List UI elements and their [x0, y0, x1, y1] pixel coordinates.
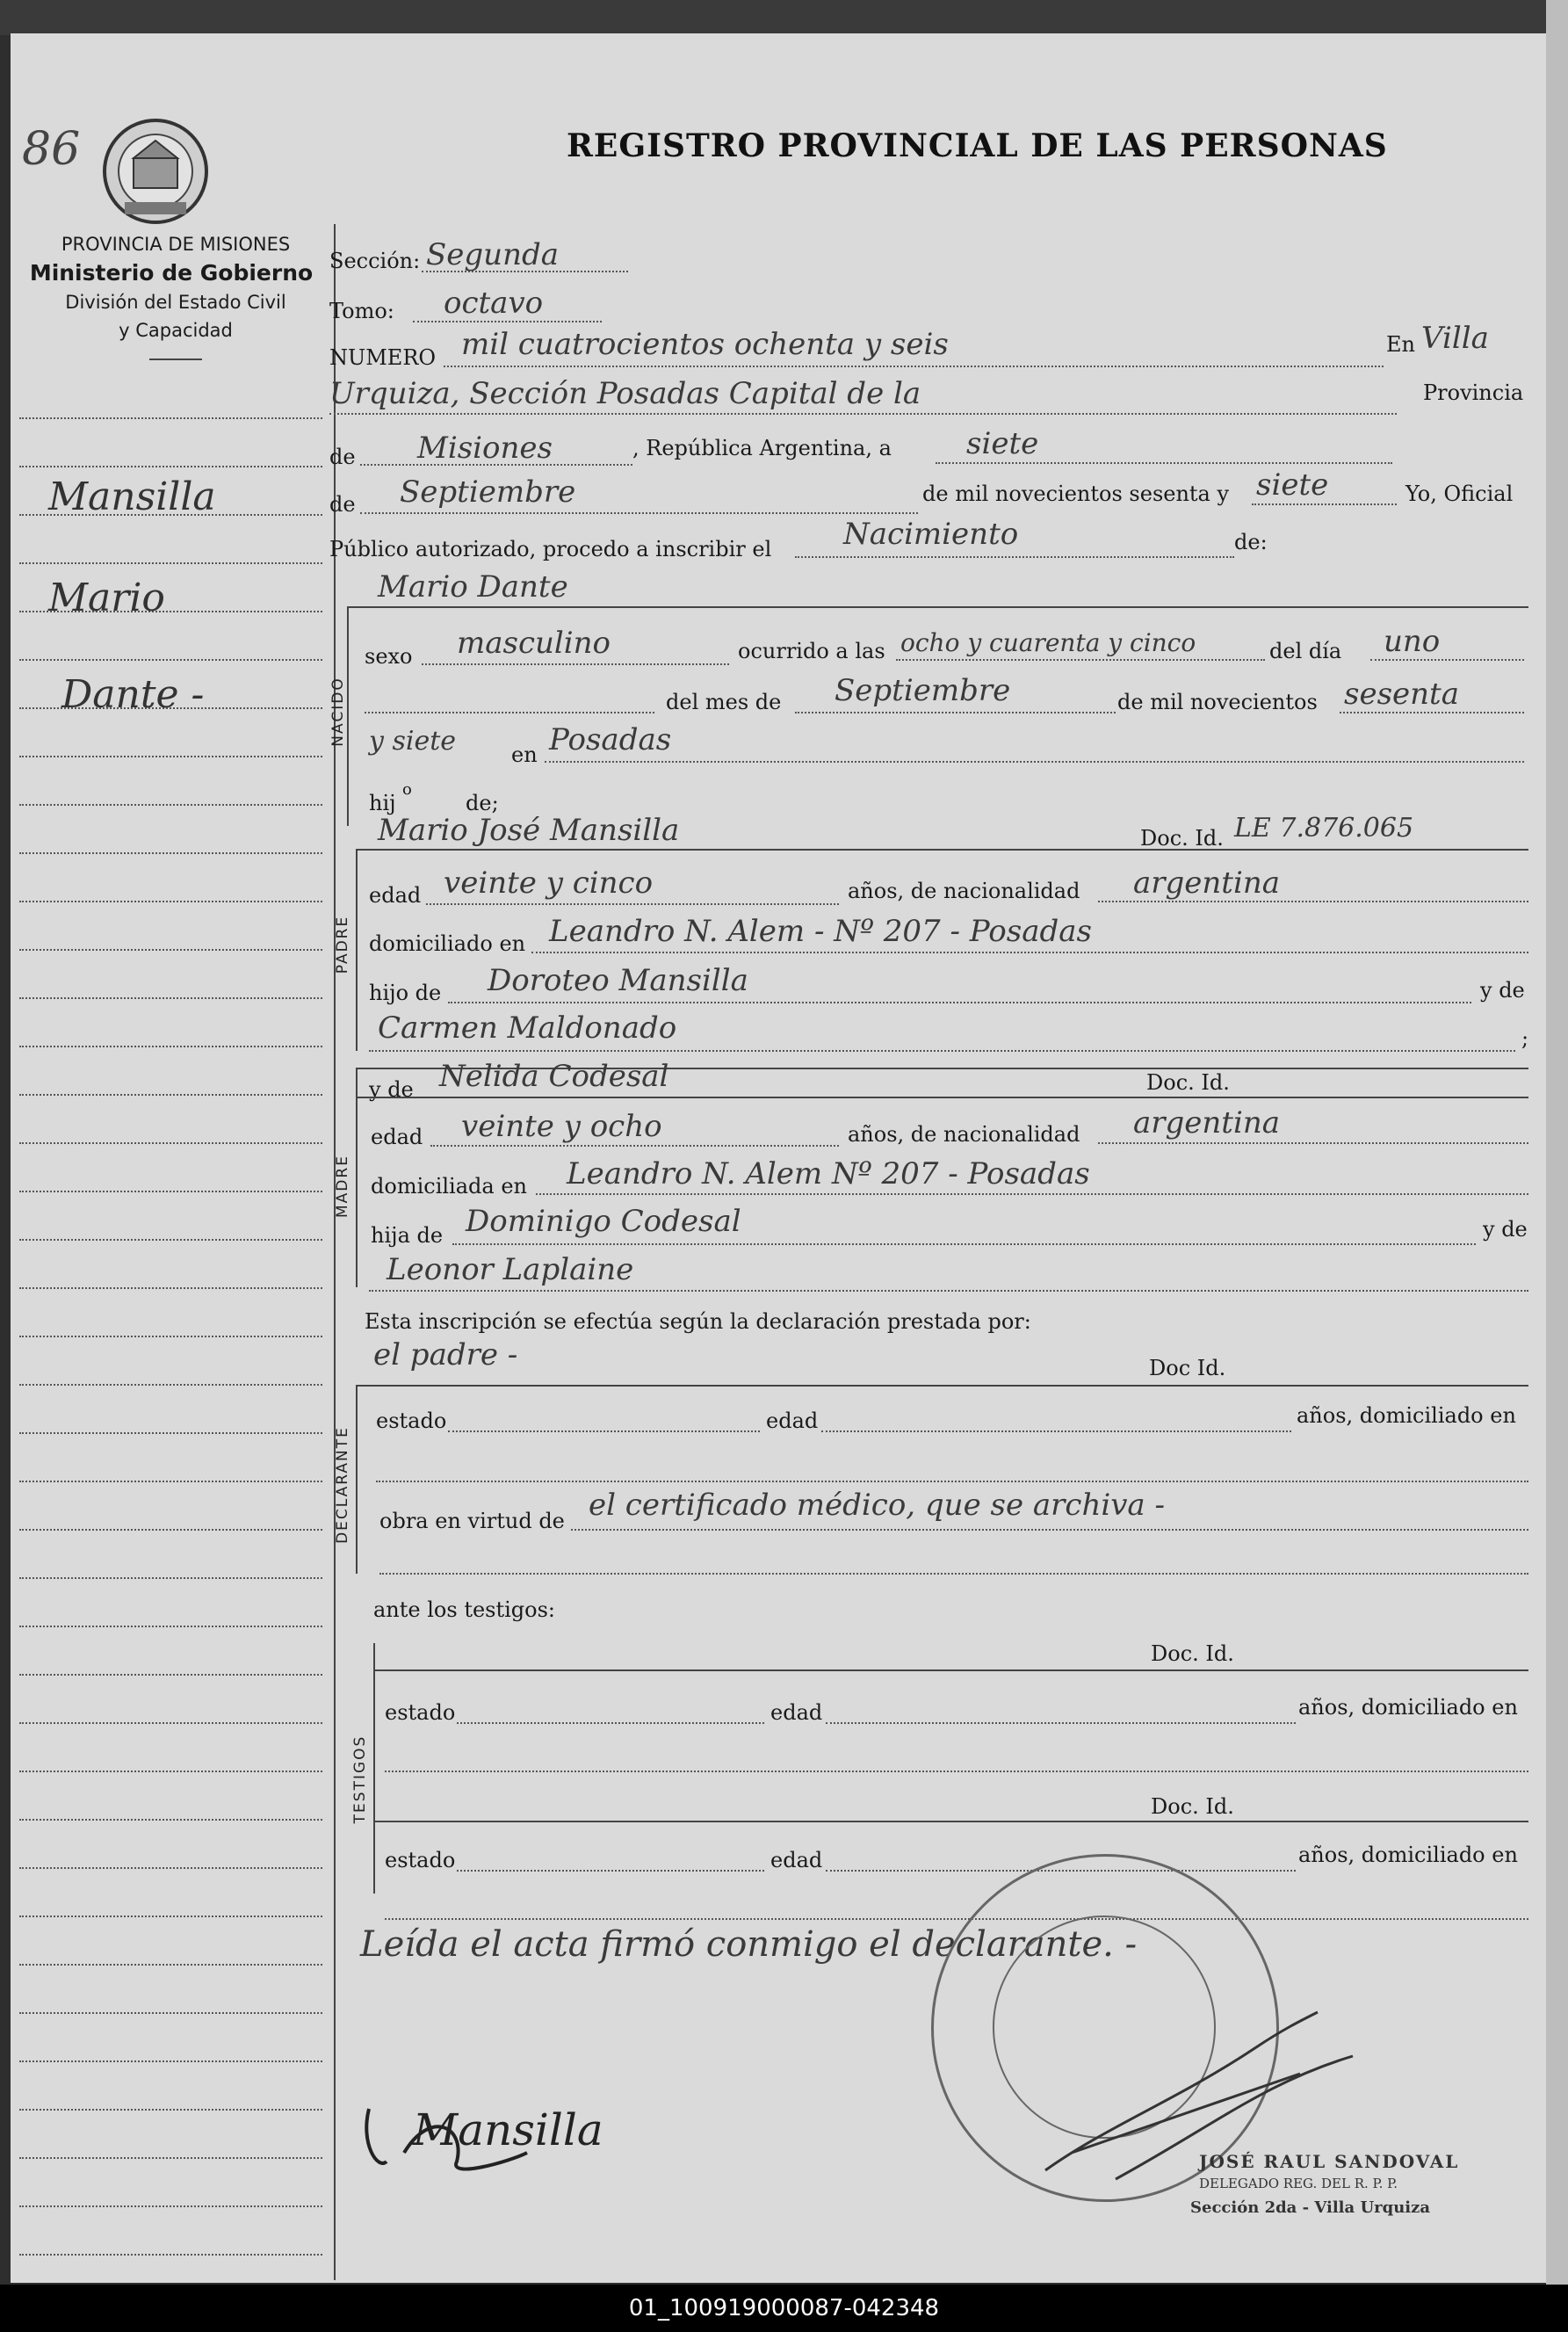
madre-doc-label: Doc. Id.: [1146, 1070, 1230, 1095]
de-colon-label: de:: [1234, 530, 1268, 554]
declarante-estado-line: [448, 1430, 760, 1432]
en-value-2: Urquiza, Sección Posadas Capital de la: [329, 376, 921, 411]
margin-ruled-line: [19, 1046, 322, 1047]
org-underline: [149, 358, 202, 360]
padre-nac-value: argentina: [1133, 865, 1281, 901]
org-province: PROVINCIA DE MISIONES: [61, 234, 291, 255]
margin-ruled-line: [19, 1722, 322, 1724]
padre-tab: PADRE: [334, 915, 351, 974]
provincia-line: [360, 464, 632, 466]
de2-label: de: [329, 492, 356, 517]
margin-ruled-line: [19, 756, 322, 757]
margin-ruled-line: [19, 1964, 322, 1966]
declarante-domic-line: [376, 1481, 1528, 1482]
margin-second-name: Dante -: [61, 672, 205, 717]
declarante-estado-label: estado: [376, 1409, 447, 1433]
sexo-label: sexo: [365, 644, 413, 669]
margin-ruled-line: [19, 2060, 322, 2062]
margin-ruled-line: [19, 1529, 322, 1531]
margin-ruled-line: [19, 466, 322, 467]
declarante-top-rule: [356, 1385, 1528, 1387]
margin-ruled-line: [19, 852, 322, 854]
del-dia-label: del día: [1269, 639, 1342, 663]
en-value-1: Villa: [1421, 321, 1489, 356]
tomo-line: [413, 321, 602, 322]
margin-ruled-line: [19, 1432, 322, 1434]
declarante-tab: DECLARANTE: [334, 1426, 351, 1544]
closing-statement: Leída el acta firmó conmigo el declarante. -: [360, 1924, 1138, 1965]
page-title: REGISTRO PROVINCIAL DE LAS PERSONAS: [567, 127, 1388, 164]
testigo2-anos-label: años, domiciliado en: [1298, 1843, 1518, 1867]
declarante-bracket: [356, 1385, 358, 1574]
declarante-edad-line: [821, 1430, 1291, 1432]
obra-label: obra en virtud de: [379, 1509, 565, 1533]
lugar-value: Posadas: [549, 722, 672, 757]
anio-line: [1252, 503, 1397, 505]
margin-ruled-line: [19, 1674, 322, 1676]
testigo2-domic-line: [385, 1918, 1528, 1920]
acto-value: Nacimiento: [843, 517, 1019, 552]
testigo1-edad-line: [826, 1722, 1296, 1724]
margin-ruled-line: [19, 1094, 322, 1096]
padre-domic-line: [531, 952, 1528, 953]
madre-hija-de-value: Dominigo Codesal: [466, 1204, 741, 1239]
padre-name: Mario José Mansilla: [378, 813, 680, 848]
madre-nac-line: [1098, 1142, 1528, 1144]
margin-ruled-line: [19, 417, 322, 419]
madre-edad-line: [430, 1145, 839, 1147]
padre-hijo-de-value: Doroteo Mansilla: [488, 963, 748, 998]
madre-name: Nelida Codesal: [439, 1059, 669, 1094]
madre-madre-line: [369, 1290, 1528, 1292]
margin-ruled-line: [19, 1384, 322, 1386]
sexo-line: [422, 663, 729, 665]
madre-hija-de-line: [452, 1243, 1476, 1245]
org-ministry: Ministerio de Gobierno: [29, 260, 314, 286]
org-capacidad: y Capacidad: [119, 320, 233, 341]
margin-ruled-line: [19, 1771, 322, 1772]
madre-madre-value: Leonor Laplaine: [387, 1252, 634, 1287]
padre-hijo-de-line: [448, 1002, 1471, 1003]
testigo2-estado-label: estado: [385, 1848, 456, 1872]
padre-nac-line: [1098, 901, 1528, 902]
testigo1-doc-label: Doc. Id.: [1151, 1641, 1234, 1666]
hora-value: ocho y cuarenta y cinco: [900, 628, 1196, 657]
nacido-blank-line: [365, 712, 654, 713]
padre-domic-label: domiciliado en: [369, 931, 526, 956]
lugar-line: [545, 761, 1524, 763]
testigo2-edad-label: edad: [770, 1848, 823, 1872]
margin-ruled-line: [19, 1577, 322, 1579]
padre-domic-value: Leandro N. Alem - Nº 207 - Posadas: [549, 914, 1092, 949]
margin-surname: Mansilla: [48, 474, 216, 519]
madre-y-de2-label: y de: [1483, 1217, 1528, 1242]
margin-ruled-line: [19, 2012, 322, 2014]
margin-ruled-line: [19, 1142, 322, 1144]
testigos-tab: TESTIGOS: [351, 1735, 369, 1824]
sexo-value: masculino: [457, 626, 611, 661]
mes-nacimiento-line: [795, 712, 1116, 713]
hijo-suffix: o: [402, 780, 412, 799]
margin-ruled-line: [19, 2205, 322, 2207]
madre-y-de-label: y de: [369, 1077, 414, 1102]
dia-nacimiento-value: uno: [1384, 624, 1441, 659]
testigo1-domic-line: [385, 1771, 1528, 1772]
declarant-signature: Mansilla: [413, 2104, 603, 2155]
en-label: En: [1386, 332, 1415, 357]
mes-value: Septiembre: [400, 474, 576, 510]
margin-ruled-line: [19, 997, 322, 999]
padre-top-rule: [356, 849, 1528, 851]
org-division: División del Estado Civil: [65, 292, 286, 313]
margin-ruled-line: [19, 901, 322, 902]
anio-value: siete: [1256, 467, 1329, 503]
image-id-footer: 01_100919000087-042348: [0, 2285, 1568, 2332]
margin-ruled-line: [19, 562, 322, 564]
madre-domic-value: Leandro N. Alem Nº 207 - Posadas: [567, 1156, 1090, 1191]
madre-name-rule: [356, 1097, 1528, 1098]
margin-ruled-line: [19, 1191, 322, 1192]
madre-nac-value: argentina: [1133, 1105, 1281, 1141]
declarante-name: el padre -: [373, 1337, 518, 1372]
madre-anos-label: años, de nacionalidad: [848, 1122, 1080, 1147]
testigos-bracket: [373, 1643, 375, 1894]
madre-hija-de-label: hija de: [371, 1223, 444, 1248]
margin-ruled-line: [19, 804, 322, 806]
obra-line: [571, 1529, 1528, 1531]
padre-y-de-label: y de: [1480, 978, 1525, 1003]
hijo-label: hij: [369, 791, 396, 815]
testigo1-anos-label: años, domiciliado en: [1298, 1695, 1518, 1720]
padre-bracket: [356, 849, 358, 1051]
testigo1-estado-label: estado: [385, 1700, 456, 1725]
margin-ruled-line: [19, 1626, 322, 1627]
margin-ruled-line: [19, 1916, 322, 1917]
en-lugar-label: en: [511, 742, 538, 767]
testigo2-estado-line: [457, 1870, 764, 1872]
padre-madre-line: [369, 1050, 1515, 1052]
testigos-label: ante los testigos:: [373, 1597, 556, 1622]
madre-edad-value: veinte y ocho: [461, 1109, 662, 1144]
margin-ruled-line: [19, 1287, 322, 1289]
margin-first-name: Mario: [48, 576, 165, 620]
nacido-top-rule: [347, 606, 1528, 608]
padre-hijo-de-label: hijo de: [369, 981, 442, 1005]
anio-nacimiento-value-1: sesenta: [1344, 677, 1459, 712]
padre-edad-line: [426, 903, 839, 905]
testigo2-doc-label: Doc. Id.: [1151, 1794, 1234, 1819]
provincia-label: Provincia: [1423, 380, 1524, 405]
margin-ruled-line: [19, 949, 322, 951]
testigo2-top-rule: [373, 1821, 1528, 1822]
dia-line: [936, 462, 1392, 464]
testigo1-edad-label: edad: [770, 1700, 823, 1725]
anio-label: de mil novecientos sesenta y: [922, 482, 1230, 506]
provincia-value: Misiones: [417, 431, 553, 466]
testigos-top-rule: [373, 1669, 1528, 1671]
publico-label: Público autorizado, procedo a inscribir el: [329, 537, 772, 561]
numero-label: NUMERO: [329, 345, 437, 370]
obra-line-2: [379, 1573, 1528, 1575]
dia-nacimiento-line: [1370, 659, 1524, 661]
signature-scrawl-icon: [351, 2091, 720, 2188]
margin-ruled-line: [19, 1239, 322, 1241]
hora-line: [896, 659, 1265, 661]
republica-label: , República Argentina, a: [632, 436, 892, 460]
padre-edad-label: edad: [369, 883, 422, 908]
padre-edad-value: veinte y cinco: [444, 865, 654, 901]
margin-ruled-line: [19, 1819, 322, 1821]
padre-madre-value: Carmen Maldonado: [378, 1010, 677, 1046]
del-mes-label: del mes de: [666, 690, 782, 714]
scan-right-edge: [1546, 0, 1568, 2285]
localidad-line: [329, 413, 1397, 415]
margin-ruled-line: [19, 1336, 322, 1337]
nacido-bracket: [347, 606, 349, 826]
nacido-name: Mario Dante: [378, 569, 568, 605]
de-label: de: [329, 445, 356, 469]
madre-domic-label: domiciliada en: [371, 1174, 527, 1199]
padre-semicolon: ;: [1521, 1026, 1529, 1051]
margin-ruled-line: [19, 1867, 322, 1869]
hijo-de-label: de;: [466, 791, 499, 815]
testigo1-estado-line: [457, 1722, 764, 1724]
margin-ruled-line: [19, 659, 322, 661]
oficial-label: Yo, Oficial: [1405, 482, 1514, 506]
dia-value: siete: [966, 426, 1039, 461]
mil-label: de mil novecientos: [1117, 690, 1318, 714]
stamp-line-3: Sección 2da - Villa Urquiza: [1190, 2198, 1431, 2217]
tomo-label: Tomo:: [329, 299, 394, 323]
padre-doc-label: Doc. Id.: [1140, 826, 1224, 851]
stamp-line-2: DELEGADO REG. DEL R. P. P.: [1199, 2176, 1398, 2191]
mes-nacimiento-value: Septiembre: [835, 673, 1011, 708]
seccion-value: Segunda: [426, 237, 560, 272]
padre-doc-value: LE 7.876.065: [1234, 813, 1414, 844]
anio-nacimiento-value-2: y siete: [369, 726, 457, 757]
margin-ruled-line: [19, 1481, 322, 1482]
anio-nacimiento-line: [1340, 712, 1524, 713]
margin-ruled-line: [19, 2254, 322, 2256]
ocurrido-label: ocurrido a las: [738, 639, 885, 663]
mes-line: [360, 512, 918, 514]
seccion-label: Sección:: [329, 249, 421, 273]
stamp-line-1: JOSÉ RAUL SANDOVAL: [1199, 2151, 1460, 2172]
madre-tab: MADRE: [334, 1155, 351, 1218]
madre-bracket: [356, 1068, 358, 1287]
acto-line: [795, 556, 1234, 558]
declarante-edad-label: edad: [766, 1409, 819, 1433]
seccion-line: [422, 271, 628, 272]
declarante-doc-label: Doc Id.: [1149, 1356, 1226, 1380]
madre-edad-label: edad: [371, 1125, 423, 1149]
tomo-value: octavo: [444, 286, 544, 321]
page-number: 86: [22, 123, 81, 176]
declaracion-label: Esta inscripción se efectúa según la declaración prestada por:: [365, 1309, 1031, 1334]
scan-top-edge: [0, 0, 1568, 35]
margin-ruled-line: [19, 2157, 322, 2159]
numero-line: [444, 366, 1384, 367]
provincial-seal-icon: [98, 114, 213, 228]
madre-domic-line: [536, 1193, 1528, 1195]
padre-anos-label: años, de nacionalidad: [848, 879, 1080, 903]
declarante-anos-label: años, domiciliado en: [1297, 1403, 1516, 1428]
numero-value: mil cuatrocientos ochenta y seis: [461, 327, 949, 362]
margin-ruled-line: [19, 2109, 322, 2111]
obra-value: el certificado médico, que se archiva -: [589, 1488, 1165, 1523]
nacido-tab: NACIDO: [329, 677, 347, 747]
